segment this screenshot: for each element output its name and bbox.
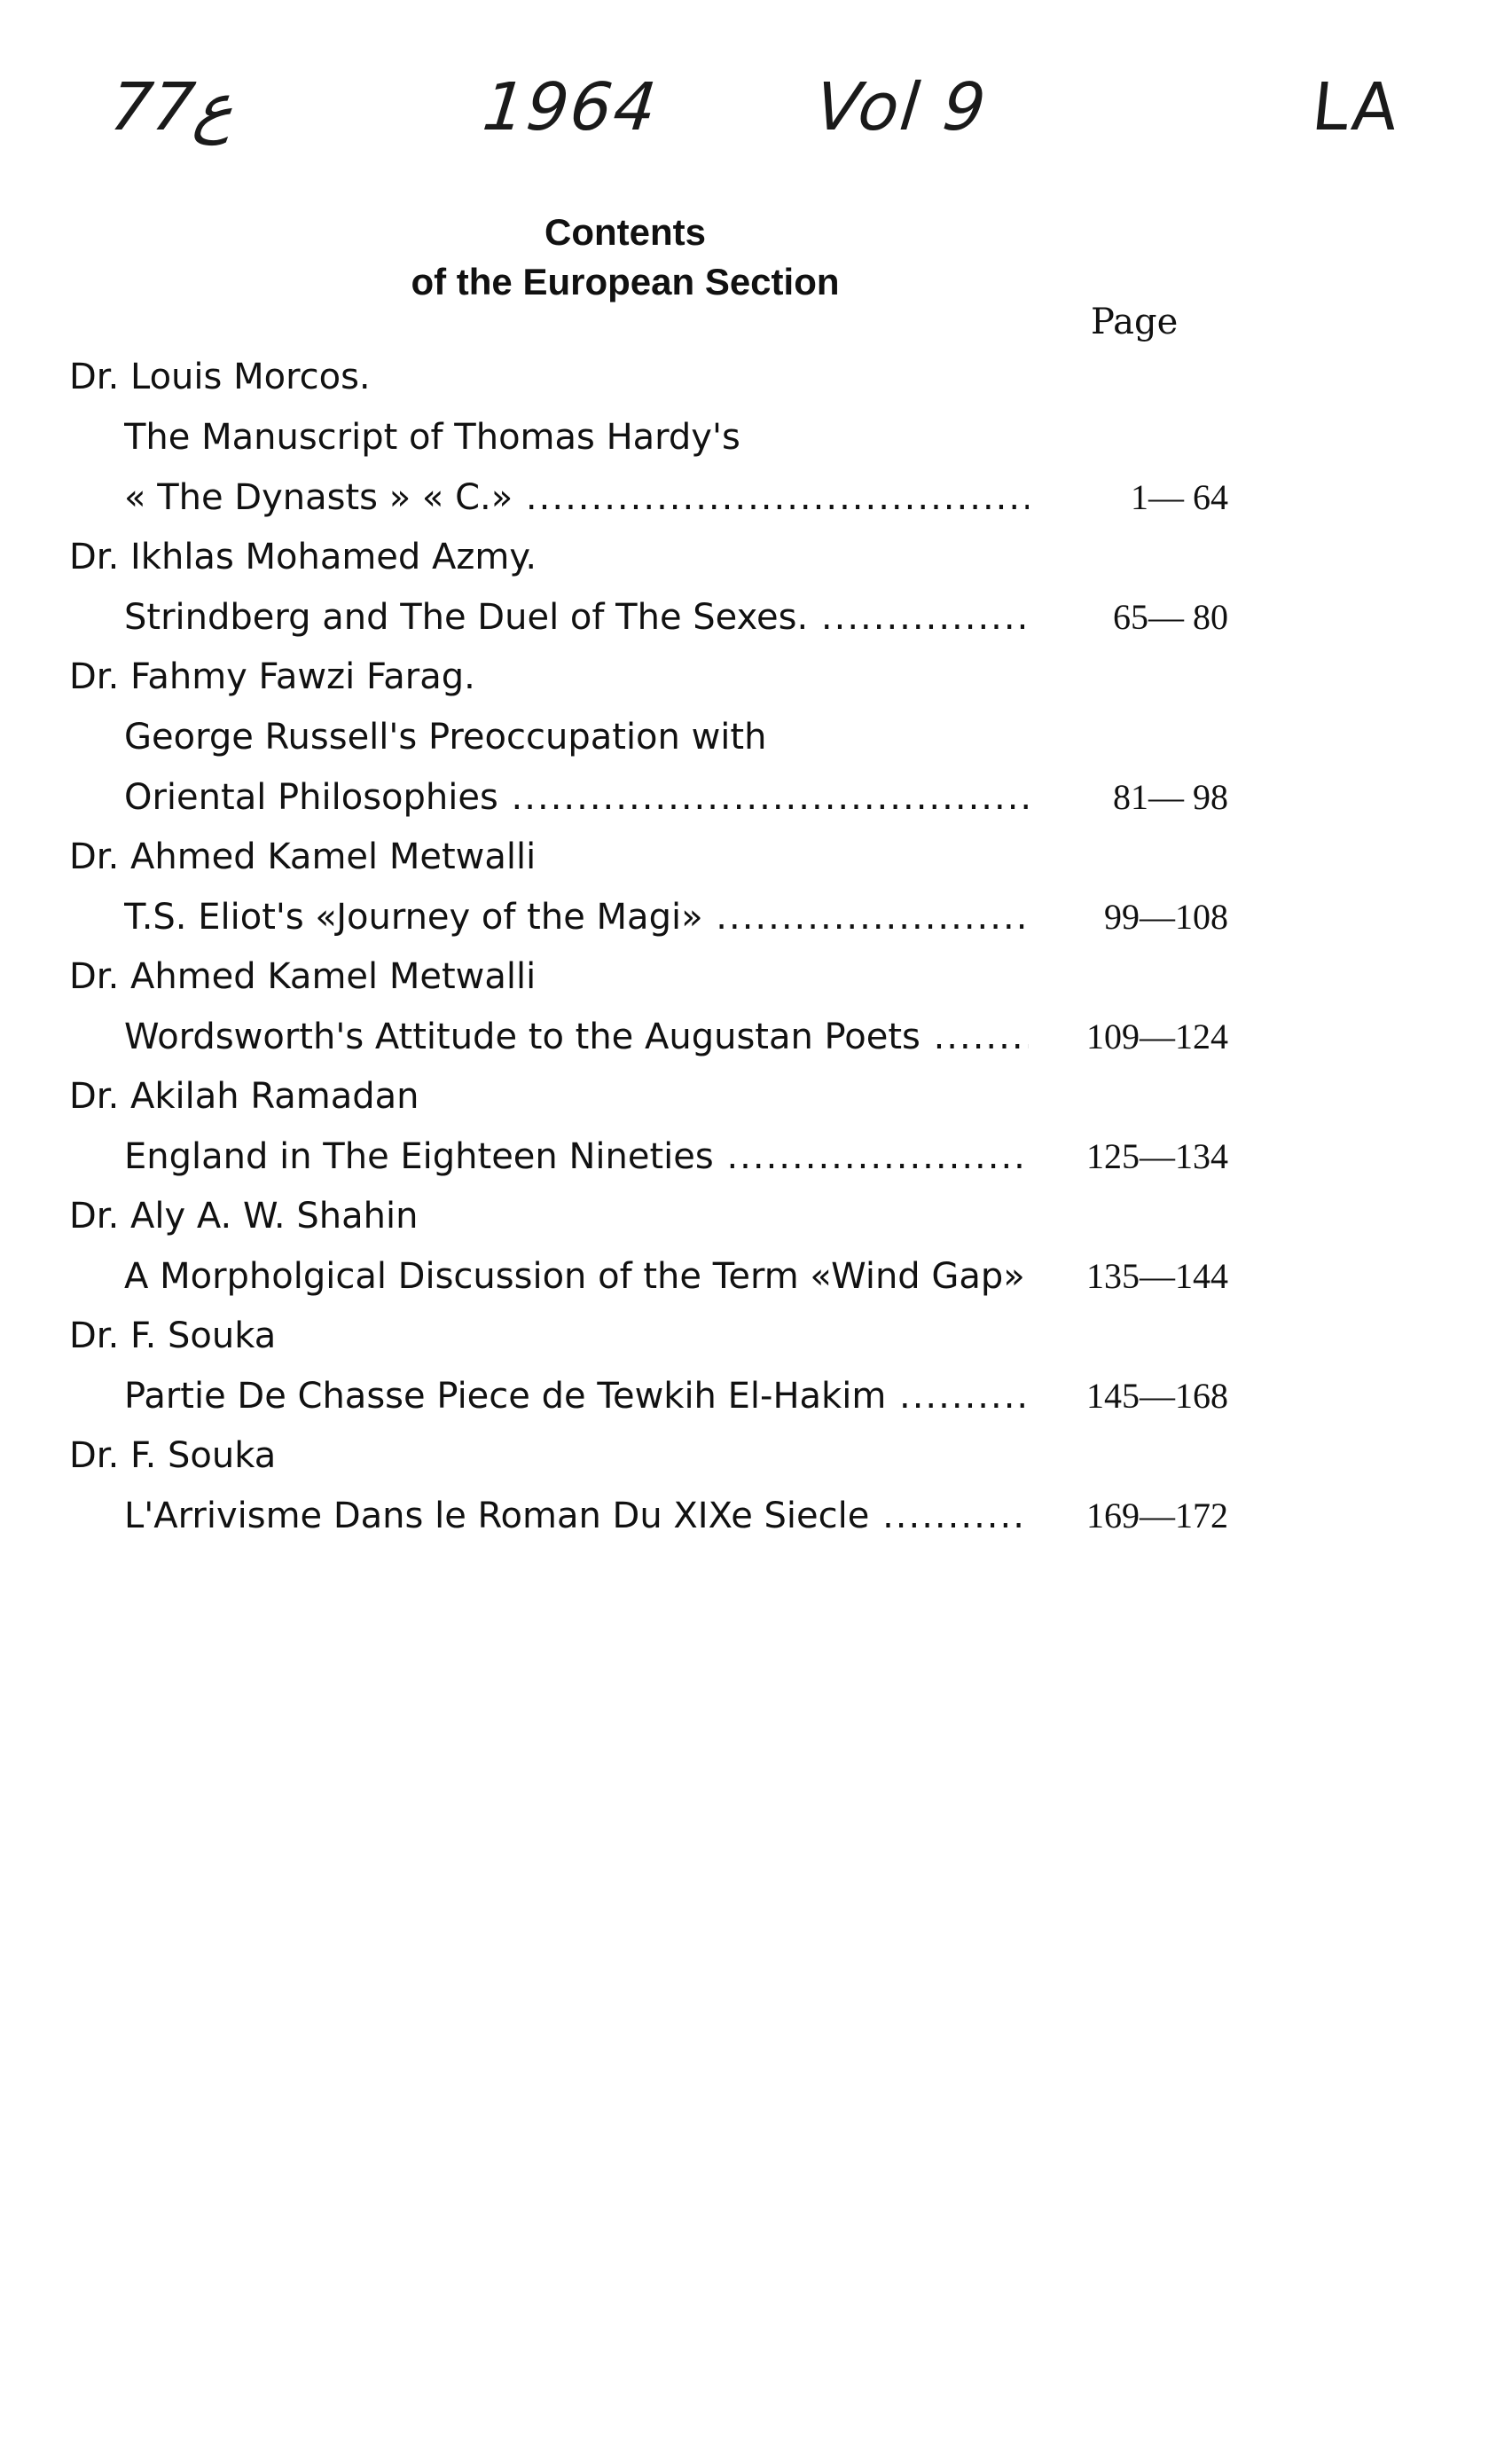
entry-author: Dr. Fahmy Fawzi Farag. xyxy=(69,656,475,697)
entry-page-range: 99—108 xyxy=(1104,897,1228,937)
entry-title-text: A Morpholgical Discussion of the Term «Wind Gap» ..... xyxy=(124,1246,1029,1307)
entry-title-text: T.S. Eliot's «Journey of the Magi» ..... xyxy=(124,887,1029,947)
toc-entry xyxy=(0,1187,1512,1307)
entry-author: Dr. Ahmed Kamel Metwalli xyxy=(69,836,537,877)
entry-title-line xyxy=(0,887,1512,947)
entry-page-range: 81— 98 xyxy=(1113,777,1228,817)
entry-author: Dr. F. Souka xyxy=(69,1435,277,1476)
page-column-label: Page xyxy=(1091,302,1179,342)
toc-entry xyxy=(0,1426,1512,1546)
entry-title-text: Partie De Chasse Piece de Tewkih El-Hakim ..... xyxy=(124,1366,1029,1426)
handwritten-year: 1964 xyxy=(479,69,662,145)
entry-author: Dr. Ahmed Kamel Metwalli xyxy=(69,956,537,997)
entry-title-line xyxy=(0,1246,1512,1307)
entry-title-text: Strindberg and The Duel of The Sexes. ..... xyxy=(124,587,1029,648)
entry-title-line xyxy=(0,767,1512,828)
entry-author: Dr. Aly A. W. Shahin xyxy=(69,1196,419,1237)
entry-title-line xyxy=(0,1127,1512,1187)
toc-entry xyxy=(0,348,1512,528)
entry-title-line xyxy=(0,587,1512,648)
table-of-contents xyxy=(0,348,1512,1546)
toc-entry xyxy=(0,1067,1512,1187)
toc-entry xyxy=(0,947,1512,1067)
entry-page-range: 135—144 xyxy=(1086,1256,1228,1296)
entry-page-range: 169—172 xyxy=(1086,1496,1228,1535)
entry-title-text: England in The Eighteen Nineties ..... xyxy=(124,1127,1029,1187)
entry-author: Dr. Louis Morcos. xyxy=(69,357,371,397)
handwritten-code: LA xyxy=(1308,69,1404,145)
page-title: Contents xyxy=(544,211,706,253)
entry-title-text: Oriental Philosophies ..... xyxy=(124,767,1029,828)
toc-entry xyxy=(0,528,1512,648)
entry-page-range: 109—124 xyxy=(1086,1017,1228,1056)
entry-title-text: L'Arrivisme Dans le Roman Du XIXe Siecle ..... xyxy=(124,1486,1029,1546)
entry-title-line xyxy=(0,407,1512,467)
entry-title-text: Wordsworth's Attitude to the Augustan Poets ..... xyxy=(124,1007,1029,1067)
page-subtitle: of the European Section xyxy=(411,261,840,302)
entry-title-line xyxy=(0,707,1512,767)
entry-title-line xyxy=(0,1007,1512,1067)
entry-page-range: 125—134 xyxy=(1086,1136,1228,1176)
entry-title-line xyxy=(0,467,1512,528)
entry-title-text: The Manuscript of Thomas Hardy's xyxy=(124,417,740,458)
entry-title-line xyxy=(0,1366,1512,1426)
entry-title-line xyxy=(0,1486,1512,1546)
toc-entry xyxy=(0,828,1512,947)
entry-author: Dr. F. Souka xyxy=(69,1315,277,1356)
entry-page-range: 1— 64 xyxy=(1131,477,1228,517)
handwritten-mark-1: ع77 xyxy=(106,69,238,145)
entry-title-text: « The Dynasts » « C.» ..... xyxy=(124,467,1029,528)
entry-page-range: 65— 80 xyxy=(1113,597,1228,637)
entry-title-text: George Russell's Preoccupation with xyxy=(124,717,767,758)
entry-author: Dr. Ikhlas Mohamed Azmy. xyxy=(69,537,537,577)
entry-page-range: 145—168 xyxy=(1086,1376,1228,1416)
toc-entry xyxy=(0,1307,1512,1426)
toc-entry xyxy=(0,648,1512,828)
entry-author: Dr. Akilah Ramadan xyxy=(69,1076,419,1117)
handwritten-volume: Vol 9 xyxy=(811,69,991,145)
